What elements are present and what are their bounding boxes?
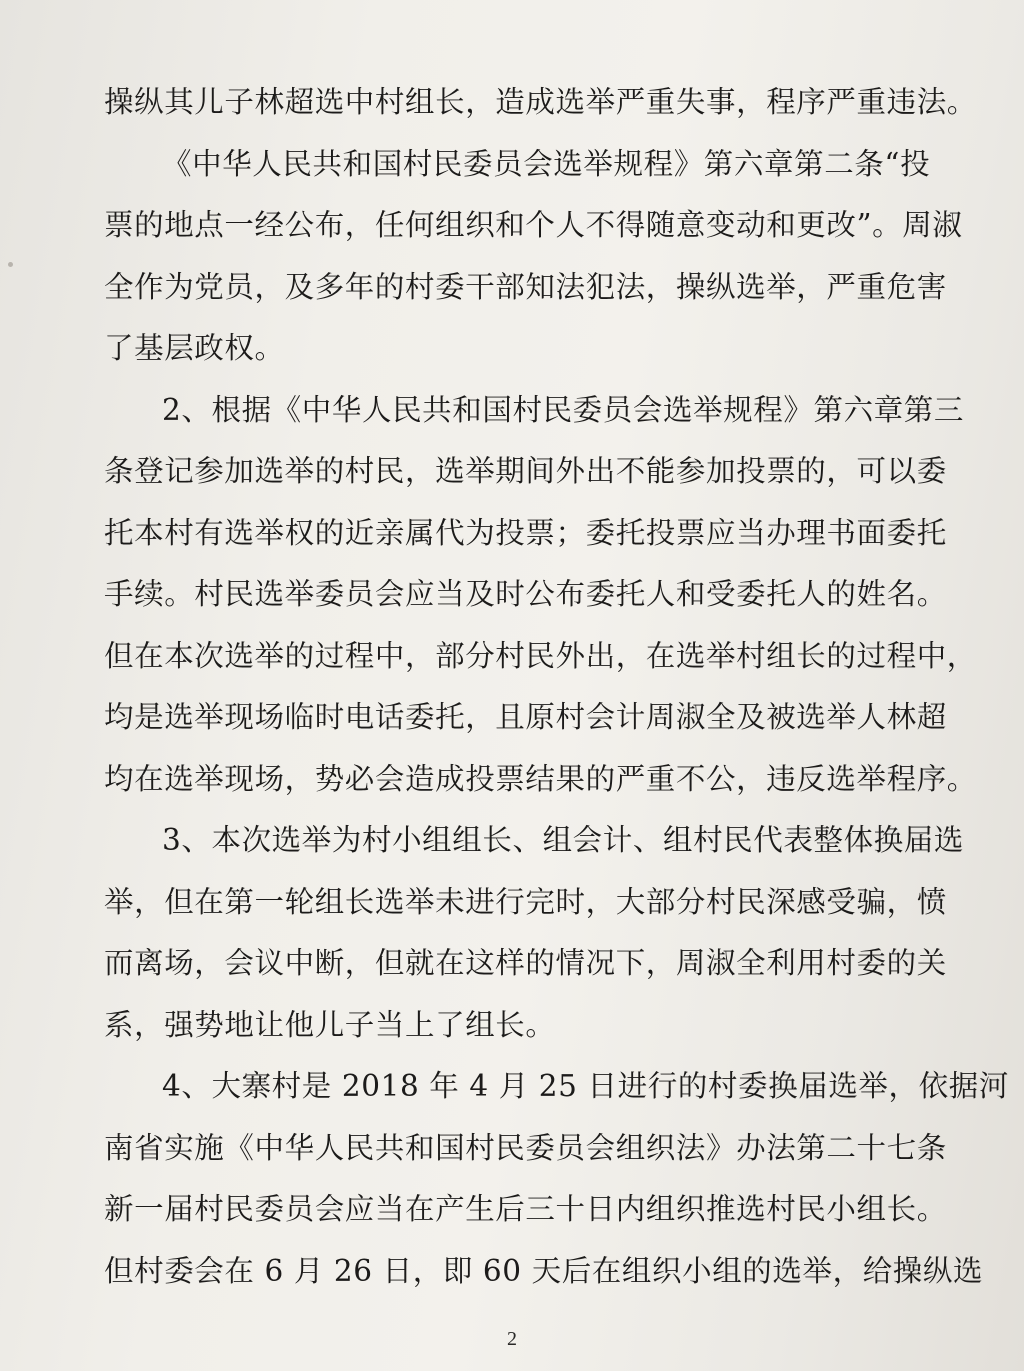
text-line: 南省实施《中华人民共和国村民委员会组织法》办法第二十七条 <box>104 1130 947 1165</box>
text-line: 系，强势地让他儿子当上了组长。 <box>104 1007 556 1042</box>
text-line: 条登记参加选举的村民，选举期间外出不能参加投票的，可以委 <box>104 454 947 488</box>
text-line: 3、本次选举为村小组组长、组会计、组村民代表整体换届选 <box>162 823 964 857</box>
page-number: 2 <box>507 1328 517 1350</box>
text-line: 新一届村民委员会应当在产生后三十日内组织推选村民小组长。 <box>104 1192 947 1226</box>
text-line: 全作为党员，及多年的村委干部知法犯法，操纵选举，严重危害 <box>104 269 947 304</box>
text-line: 了基层政权。 <box>104 331 285 365</box>
text-line: 均在选举现场，势必会造成投票结果的严重不公，违反选举程序。 <box>104 761 977 796</box>
text-line: 但在本次选举的过程中，部分村民外出，在选举村组长的过程中， <box>104 638 977 673</box>
text-line: 手续。村民选举委员会应当及时公布委托人和受委托人的姓名。 <box>104 577 947 611</box>
text-line: 操纵其儿子林超选中村组长，造成选举严重失事，程序严重违法。 <box>104 85 977 119</box>
text-line: 4、大寨村是 2018 年 4 月 25 日进行的村委换届选举，依据河 <box>162 1069 1009 1103</box>
text-line: 均是选举现场临时电话委托，且原村会计周淑全及被选举人林超 <box>104 700 947 734</box>
paper-speck <box>8 262 13 267</box>
text-line: 《中华人民共和国村民委员会选举规程》第六章第二条“投 <box>162 146 931 181</box>
text-line: 举，但在第一轮组长选举未进行完时，大部分村民深感受骗，愤 <box>104 884 947 919</box>
text-line: 而离场，会议中断，但就在这样的情况下，周淑全利用村委的关 <box>104 946 947 980</box>
text-line: 托本村有选举权的近亲属代为投票；委托投票应当办理书面委托 <box>104 515 947 550</box>
text-line: 票的地点一经公布，任何组织和个人不得随意变动和更改”。周淑 <box>104 208 963 242</box>
text-line: 2、根据《中华人民共和国村民委员会选举规程》第六章第三 <box>162 392 964 427</box>
text-line: 但村委会在 6 月 26 日，即 60 天后在组织小组的选举，给操纵选 <box>104 1253 984 1288</box>
document-body <box>104 72 1009 1302</box>
